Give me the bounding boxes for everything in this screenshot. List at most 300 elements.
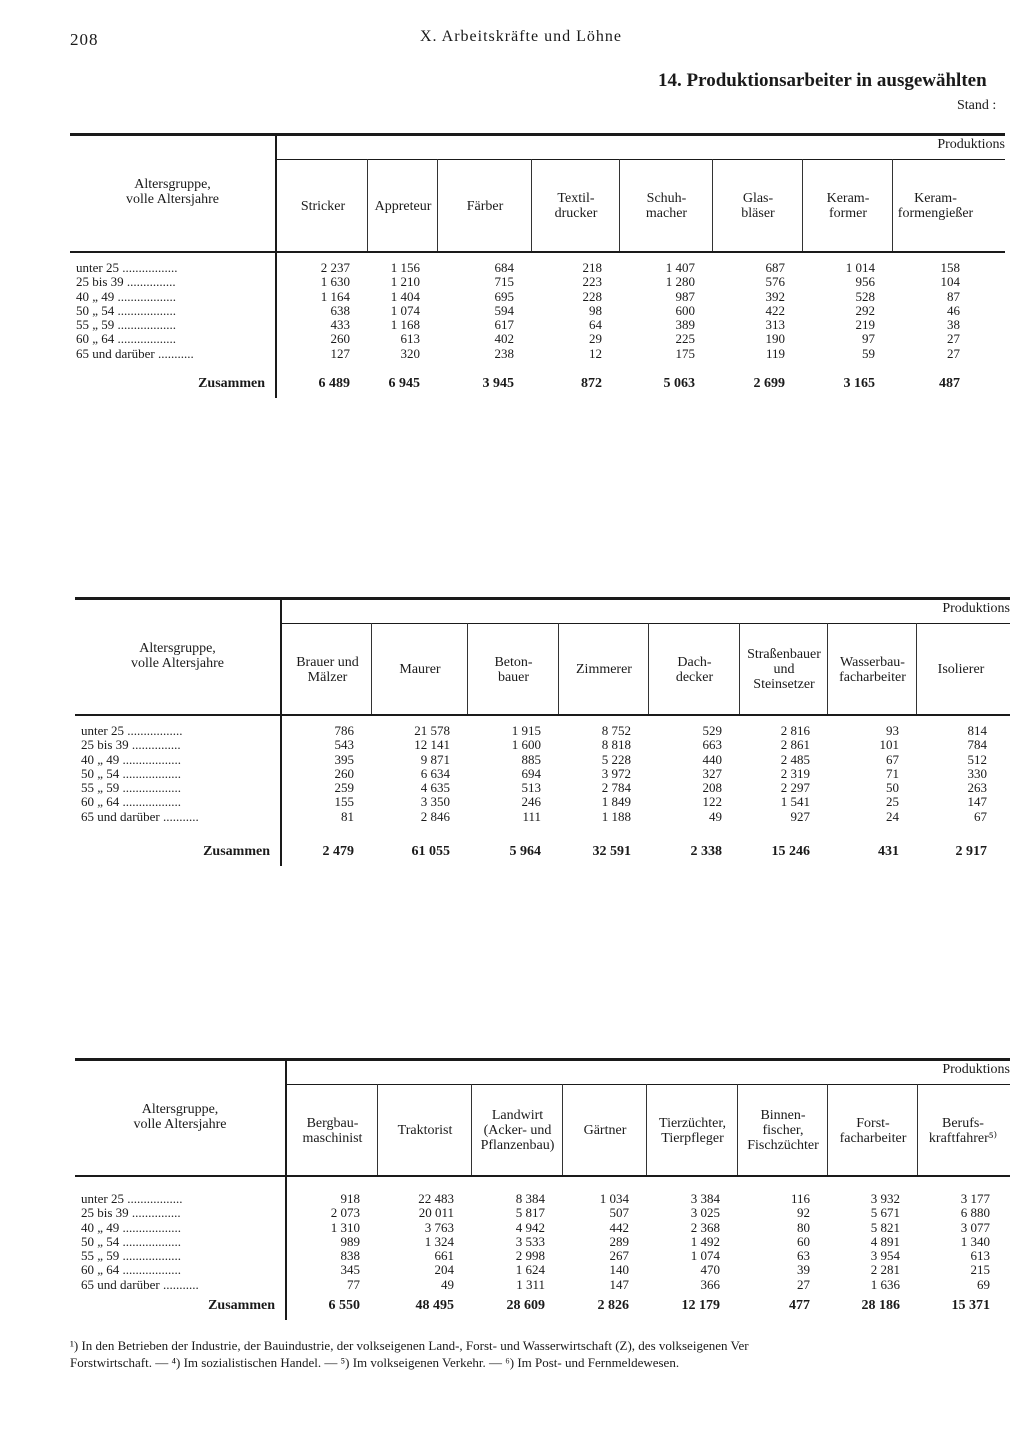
cell-value: 8 384 <box>515 1191 545 1206</box>
cell-value: 3 972 <box>601 765 631 781</box>
column-header <box>472 1086 563 1175</box>
footnote-line-2: Forstwirtschaft. — ⁴) Im sozialistischen Handel. — ⁵) Im volkseigenen Verkehr. — ⁶) Im Post- und Fernmeldewesen. <box>70 1355 680 1370</box>
cell-value: 3 932 <box>870 1191 900 1206</box>
column-total: 5 964 <box>509 844 541 859</box>
column-values <box>713 261 785 361</box>
column-header-text: Wasserbau- facharbeiter <box>839 654 906 685</box>
row-label: 50 „ 54 .................. <box>81 1234 182 1249</box>
stub-header <box>90 177 255 207</box>
cell-value: 80 <box>797 1219 810 1235</box>
cell-value: 92 <box>797 1205 810 1221</box>
stub-header-line1: Altersgruppe, <box>134 177 211 192</box>
cell-value: 87 <box>947 288 960 304</box>
column-header-text: Beton- bauer <box>494 654 533 685</box>
cell-value: 147 <box>609 1276 629 1292</box>
stub-header-line1: Altersgruppe, <box>141 1102 219 1117</box>
cell-value: 223 <box>582 274 602 290</box>
cell-value: 67 <box>886 751 899 767</box>
cell-value: 442 <box>609 1219 629 1235</box>
cell-value: 987 <box>675 288 695 304</box>
row-label: 25 bis 39 ............... <box>76 275 176 290</box>
cell-value: 60 <box>797 1233 810 1249</box>
cell-value: 715 <box>494 274 514 290</box>
cell-value: 119 <box>765 345 785 361</box>
column-values <box>803 261 875 361</box>
cell-value: 2 861 <box>780 737 810 753</box>
column-header-text: Glas- bläser <box>741 191 775 221</box>
column-total: 5 063 <box>663 376 695 391</box>
cell-value: 158 <box>940 260 960 275</box>
column-total: 2 917 <box>955 844 987 859</box>
cell-value: 260 <box>330 331 350 347</box>
cell-value: 215 <box>970 1262 990 1278</box>
column-values <box>740 724 810 824</box>
footnotes <box>70 1337 1010 1371</box>
cell-value: 289 <box>609 1233 629 1249</box>
total-label: Zusammen <box>198 376 265 391</box>
column-header <box>278 161 368 251</box>
cell-value: 3 763 <box>424 1219 454 1235</box>
cell-value: 1 164 <box>320 288 350 304</box>
cell-value: 433 <box>330 317 350 333</box>
cell-value: 786 <box>334 723 354 738</box>
cell-value: 292 <box>855 302 875 318</box>
column-header <box>828 1086 918 1175</box>
top-rule <box>75 597 1010 600</box>
cell-value: 1 404 <box>390 288 420 304</box>
row-label: 25 bis 39 ............... <box>81 1206 181 1221</box>
cell-value: 98 <box>589 302 602 318</box>
column-total: 15 371 <box>951 1298 990 1313</box>
cell-value: 67 <box>974 808 987 824</box>
cell-value: 9 871 <box>420 751 450 767</box>
stub-header-line2: volle Altersjahre <box>126 192 219 207</box>
row-label: 60 „ 64 .................. <box>81 1263 182 1278</box>
column-header-text: Appreteur <box>374 198 432 214</box>
table-textile-ceramics <box>70 133 1005 406</box>
row-label: 40 „ 49 .................. <box>76 289 177 304</box>
row-label: unter 25 ................. <box>81 1192 183 1206</box>
column-header-text: Stricker <box>300 198 346 214</box>
cell-value: 12 141 <box>414 737 450 753</box>
cell-value: 392 <box>765 288 785 304</box>
column-header-text: Binnen- fischer, Fischzüchter <box>747 1108 819 1153</box>
column-header-text: Dach- decker <box>675 654 714 685</box>
cell-value: 29 <box>589 331 602 347</box>
column-header-text: Textil- drucker <box>554 191 598 221</box>
cell-value: 2 998 <box>515 1248 545 1264</box>
cell-value: 512 <box>967 751 987 767</box>
cell-value: 22 483 <box>418 1191 454 1206</box>
stub-header-line1: Altersgruppe, <box>139 641 216 656</box>
cell-value: 81 <box>341 808 354 824</box>
column-values <box>378 1192 454 1292</box>
column-total: 3 165 <box>843 376 875 391</box>
column-header-text: Schuh- macher <box>645 191 688 221</box>
column-header <box>368 161 438 251</box>
table-agriculture-transport <box>75 1058 1010 1328</box>
cell-value: 2 237 <box>320 260 350 275</box>
cell-value: 97 <box>862 331 875 347</box>
stand-label: Stand : <box>957 98 997 113</box>
cell-value: 2 073 <box>330 1205 360 1221</box>
column-header-text: Straßenbauer und Steinsetzer <box>747 647 821 692</box>
cell-value: 20 011 <box>418 1205 454 1221</box>
column-header <box>647 1086 738 1175</box>
cell-value: 366 <box>700 1276 720 1292</box>
row-labels <box>81 724 274 824</box>
column-total: 28 609 <box>506 1298 545 1313</box>
cell-value: 2 846 <box>420 808 450 824</box>
cell-value: 3 177 <box>960 1191 990 1206</box>
row-label: 25 bis 39 ............... <box>81 738 181 753</box>
cell-value: 1 492 <box>690 1233 720 1249</box>
cell-value: 507 <box>609 1205 629 1221</box>
group-rule <box>275 159 1005 160</box>
cell-value: 77 <box>347 1276 360 1292</box>
header-bottom-rule <box>70 251 1005 253</box>
column-values <box>559 724 631 824</box>
cell-value: 2 368 <box>690 1219 720 1235</box>
cell-value: 1 915 <box>511 723 541 738</box>
cell-value: 389 <box>675 317 695 333</box>
cell-value: 64 <box>589 317 602 333</box>
stub-divider <box>280 597 282 866</box>
column-header <box>559 625 649 714</box>
cell-value: 101 <box>879 737 899 753</box>
row-label: 65 und darüber ........... <box>76 346 194 361</box>
column-total: 15 246 <box>771 844 810 859</box>
group-rule <box>280 623 1010 624</box>
cell-value: 4 942 <box>515 1219 545 1235</box>
cell-value: 27 <box>947 331 960 347</box>
cell-value: 6 880 <box>960 1205 990 1221</box>
column-header <box>740 625 828 714</box>
group-header: Produktions <box>942 1062 1010 1077</box>
column-values <box>438 261 514 361</box>
cell-value: 543 <box>334 737 354 753</box>
column-values <box>620 261 695 361</box>
cell-value: 21 578 <box>414 723 450 738</box>
column-total: 3 945 <box>482 376 514 391</box>
column-total: 6 550 <box>328 1298 360 1313</box>
column-values <box>917 724 987 824</box>
cell-value: 2 485 <box>780 751 810 767</box>
cell-value: 528 <box>855 288 875 304</box>
cell-value: 330 <box>967 765 987 781</box>
column-header <box>378 1086 472 1175</box>
cell-value: 687 <box>765 260 785 275</box>
column-header <box>893 161 978 251</box>
cell-value: 219 <box>855 317 875 333</box>
column-header-text: Berufs- kraftfahrer⁵⁾ <box>928 1115 998 1146</box>
row-label: 40 „ 49 .................. <box>81 1220 182 1235</box>
cell-value: 204 <box>434 1262 454 1278</box>
column-header-text: Keram- former <box>826 191 870 221</box>
column-values <box>738 1192 810 1292</box>
column-header-text: Maurer <box>399 662 441 677</box>
column-header-text: Tierzüchter, Tierpfleger <box>659 1115 726 1146</box>
total-label: Zusammen <box>208 1298 275 1313</box>
stub-header-line2: volle Altersjahre <box>133 1117 227 1132</box>
column-header-text: Isolierer <box>937 662 985 677</box>
cell-value: 684 <box>494 260 514 275</box>
cell-value: 2 319 <box>780 765 810 781</box>
cell-value: 694 <box>521 765 541 781</box>
cell-value: 422 <box>765 302 785 318</box>
column-header <box>438 161 532 251</box>
row-label: unter 25 ................. <box>76 261 178 275</box>
cell-value: 1 310 <box>330 1219 360 1235</box>
stub-header <box>95 1102 265 1132</box>
table-title: 14. Produktionsarbeiter in ausgewählten <box>658 70 987 91</box>
cell-value: 3 954 <box>870 1248 900 1264</box>
column-header <box>563 1086 647 1175</box>
cell-value: 147 <box>967 794 987 810</box>
cell-value: 1 188 <box>601 808 631 824</box>
column-header <box>917 625 1005 714</box>
column-total: 2 479 <box>322 844 354 859</box>
cell-value: 1 340 <box>960 1233 990 1249</box>
column-values <box>278 261 350 361</box>
page-number: 208 <box>70 30 99 49</box>
column-header <box>287 1086 378 1175</box>
cell-value: 155 <box>334 794 354 810</box>
cell-value: 5 228 <box>601 751 631 767</box>
cell-value: 529 <box>702 723 722 738</box>
cell-value: 3 350 <box>420 794 450 810</box>
cell-value: 104 <box>940 274 960 290</box>
cell-value: 600 <box>675 302 695 318</box>
column-header <box>649 625 740 714</box>
row-label: 55 „ 59 .................. <box>81 1249 182 1264</box>
column-total: 6 489 <box>318 376 350 391</box>
column-header <box>283 625 372 714</box>
cell-value: 513 <box>521 780 541 796</box>
cell-value: 25 <box>886 794 899 810</box>
cell-value: 8 752 <box>601 723 631 738</box>
column-values <box>532 261 602 361</box>
cell-value: 638 <box>330 302 350 318</box>
column-header <box>620 161 713 251</box>
column-header-text: Zimmerer <box>576 662 632 677</box>
cell-value: 395 <box>334 751 354 767</box>
column-total: 2 699 <box>753 376 785 391</box>
cell-value: 1 636 <box>870 1276 900 1292</box>
cell-value: 814 <box>967 723 987 738</box>
cell-value: 613 <box>400 331 420 347</box>
cell-value: 784 <box>967 737 987 753</box>
cell-value: 140 <box>609 1262 629 1278</box>
cell-value: 2 281 <box>870 1262 900 1278</box>
column-values <box>828 724 899 824</box>
cell-value: 1 034 <box>599 1191 629 1206</box>
cell-value: 1 074 <box>690 1248 720 1264</box>
cell-value: 313 <box>765 317 785 333</box>
column-total: 2 826 <box>597 1298 629 1313</box>
cell-value: 617 <box>494 317 514 333</box>
column-header-text: Forst- facharbeiter <box>839 1115 907 1146</box>
column-total: 32 591 <box>592 844 631 859</box>
cell-value: 218 <box>582 260 602 275</box>
cell-value: 663 <box>702 737 722 753</box>
cell-value: 59 <box>862 345 875 361</box>
column-total: 2 338 <box>690 844 722 859</box>
row-labels <box>81 1192 279 1292</box>
header-bottom-rule <box>75 714 1010 716</box>
cell-value: 122 <box>702 794 722 810</box>
column-values <box>918 1192 990 1292</box>
cell-value: 260 <box>334 765 354 781</box>
cell-value: 927 <box>790 808 810 824</box>
cell-value: 3 533 <box>515 1233 545 1249</box>
cell-value: 5 671 <box>870 1205 900 1221</box>
cell-value: 116 <box>790 1191 810 1206</box>
table-construction <box>75 597 1010 874</box>
column-header <box>713 161 803 251</box>
column-total: 872 <box>581 376 602 391</box>
cell-value: 4 635 <box>420 780 450 796</box>
cell-value: 2 297 <box>780 780 810 796</box>
stub-header <box>95 641 260 671</box>
cell-value: 39 <box>797 1262 810 1278</box>
cell-value: 3 077 <box>960 1219 990 1235</box>
cell-value: 5 821 <box>870 1219 900 1235</box>
cell-value: 989 <box>340 1233 360 1249</box>
cell-value: 1 407 <box>665 260 695 275</box>
column-total: 12 179 <box>681 1298 720 1313</box>
column-values <box>649 724 722 824</box>
cell-value: 228 <box>582 288 602 304</box>
cell-value: 1 600 <box>511 737 541 753</box>
cell-value: 2 816 <box>780 723 810 738</box>
column-header <box>828 625 917 714</box>
cell-value: 259 <box>334 780 354 796</box>
cell-value: 2 784 <box>601 780 631 796</box>
cell-value: 190 <box>765 331 785 347</box>
row-label: unter 25 ................. <box>81 724 183 738</box>
row-label: 40 „ 49 .................. <box>81 752 182 767</box>
stub-header-line2: volle Altersjahre <box>131 656 224 671</box>
cell-value: 661 <box>434 1248 454 1264</box>
column-header <box>738 1086 828 1175</box>
group-header: Produktions <box>937 137 1005 152</box>
cell-value: 225 <box>675 331 695 347</box>
cell-value: 12 <box>589 345 602 361</box>
cell-value: 93 <box>886 723 899 738</box>
row-label: 65 und darüber ........... <box>81 809 199 824</box>
cell-value: 470 <box>700 1262 720 1278</box>
column-header <box>468 625 559 714</box>
cell-value: 263 <box>967 780 987 796</box>
group-rule <box>285 1084 1010 1085</box>
cell-value: 402 <box>494 331 514 347</box>
cell-value: 695 <box>494 288 514 304</box>
cell-value: 175 <box>675 345 695 361</box>
cell-value: 838 <box>340 1248 360 1264</box>
column-values <box>472 1192 545 1292</box>
cell-value: 50 <box>886 780 899 796</box>
cell-value: 3 025 <box>690 1205 720 1221</box>
column-values <box>468 724 541 824</box>
cell-value: 6 634 <box>420 765 450 781</box>
cell-value: 1 311 <box>516 1276 545 1292</box>
column-header-text: Traktorist <box>397 1123 453 1138</box>
column-total: 61 055 <box>411 844 450 859</box>
cell-value: 1 168 <box>390 317 420 333</box>
column-header-text: Gärtner <box>583 1123 627 1138</box>
cell-value: 127 <box>330 345 350 361</box>
cell-value: 69 <box>977 1276 990 1292</box>
column-header <box>918 1086 1008 1175</box>
column-values <box>647 1192 720 1292</box>
cell-value: 246 <box>521 794 541 810</box>
cell-value: 1 210 <box>390 274 420 290</box>
cell-value: 594 <box>494 302 514 318</box>
cell-value: 327 <box>702 765 722 781</box>
row-label: 55 „ 59 .................. <box>76 318 177 333</box>
column-total: 28 186 <box>861 1298 900 1313</box>
cell-value: 38 <box>947 317 960 333</box>
row-label: 55 „ 59 .................. <box>81 781 182 796</box>
cell-value: 1 624 <box>515 1262 545 1278</box>
column-total: 48 495 <box>415 1298 454 1313</box>
row-labels <box>76 261 269 361</box>
top-rule <box>75 1058 1010 1061</box>
footnote-line-1: ¹) In den Betrieben der Industrie, der Bauindustrie, der volkseigenen Land-, Forst- und Wasserwirtschaft (Z), des volkseigenen Ver <box>70 1338 749 1353</box>
column-values <box>368 261 420 361</box>
cell-value: 238 <box>494 345 514 361</box>
chapter-title: X. Arbeitskräfte und Löhne <box>420 28 622 45</box>
cell-value: 111 <box>522 808 541 824</box>
column-header-text: Landwirt (Acker- und Pflanzenbau) <box>480 1108 555 1153</box>
top-rule <box>70 133 1005 136</box>
column-header-text: Färber <box>466 198 504 214</box>
cell-value: 24 <box>886 808 899 824</box>
cell-value: 345 <box>340 1262 360 1278</box>
column-values <box>828 1192 900 1292</box>
group-header: Produktions <box>942 601 1010 616</box>
cell-value: 46 <box>947 302 960 318</box>
cell-value: 27 <box>947 345 960 361</box>
cell-value: 1 324 <box>424 1233 454 1249</box>
cell-value: 320 <box>400 345 420 361</box>
cell-value: 49 <box>709 808 722 824</box>
cell-value: 885 <box>521 751 541 767</box>
column-header <box>803 161 893 251</box>
cell-value: 1 074 <box>390 302 420 318</box>
row-label: 50 „ 54 .................. <box>81 766 182 781</box>
row-label: 60 „ 64 .................. <box>81 795 182 810</box>
cell-value: 63 <box>797 1248 810 1264</box>
column-values <box>372 724 450 824</box>
column-header <box>532 161 620 251</box>
column-total: 431 <box>878 844 899 859</box>
cell-value: 49 <box>441 1276 454 1292</box>
row-label: 65 und darüber ........... <box>81 1277 199 1292</box>
column-header-text: Bergbau- maschinist <box>302 1115 363 1146</box>
column-total: 6 945 <box>388 376 420 391</box>
cell-value: 4 891 <box>870 1233 900 1249</box>
cell-value: 1 849 <box>601 794 631 810</box>
column-header-text: Brauer und Mälzer <box>296 654 359 685</box>
cell-value: 5 817 <box>515 1205 545 1221</box>
row-label: 60 „ 64 .................. <box>76 332 177 347</box>
cell-value: 27 <box>797 1276 810 1292</box>
total-label: Zusammen <box>203 844 270 859</box>
cell-value: 440 <box>702 751 722 767</box>
cell-value: 918 <box>340 1191 360 1206</box>
